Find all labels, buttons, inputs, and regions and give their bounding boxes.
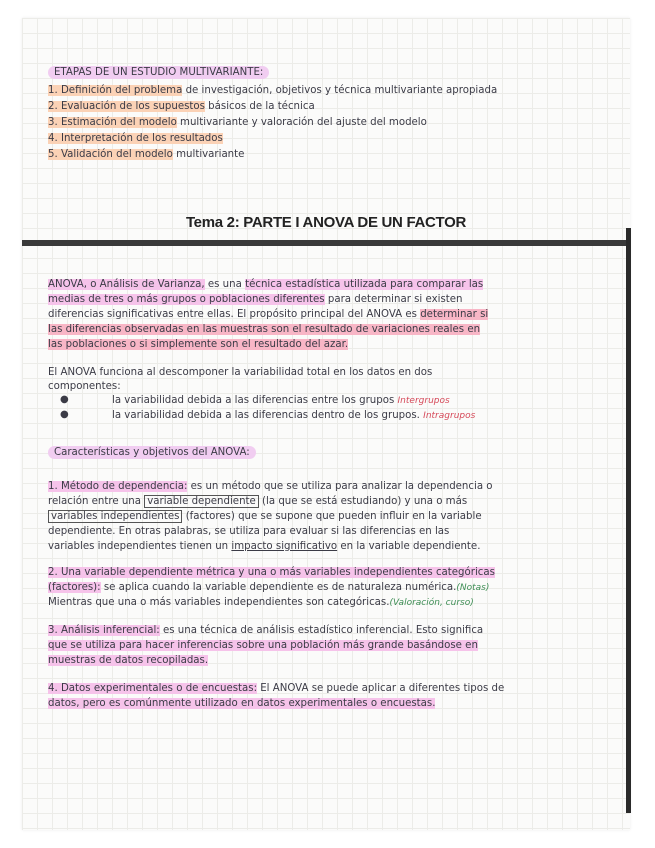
componentes-bullet-1: la variabilidad debida a las diferencias entre los grupos Intergrupos — [112, 395, 450, 406]
etapa-item-5: 5. Validación del modelo multivariante — [48, 149, 245, 160]
boxed-term: variables independientes — [48, 510, 182, 523]
etapa-item-4: 4. Interpretación de los resultados — [48, 133, 223, 144]
page-edge-shadow — [626, 228, 631, 813]
etapa-item-1: 1. Definición del problema de investigación, objetivos y técnica multivariante apropiada — [48, 85, 498, 96]
intro-line-2: medias de tres o más grupos o poblaciones diferentes para determinar si existen — [48, 294, 463, 305]
title-divider — [22, 240, 630, 246]
intro-line-3: diferencias significativas entre ellas. El propósito principal del ANOVA es determinar si — [48, 309, 489, 320]
p1-line-3: variables independientes (factores) que se supone que pueden influir en la variable — [48, 510, 482, 524]
p2-line-1: 2. Una variable dependiente métrica y una o más variables independientes categóricas — [48, 567, 495, 578]
bullet-icon: ● — [60, 394, 69, 405]
page-title: Tema 2: PARTE I ANOVA DE UN FACTOR — [185, 214, 467, 231]
caracteristicas-heading: Características y objetivos del ANOVA: — [48, 446, 256, 460]
intro-line-4: las diferencias observadas en las muestras son el resultado de variaciones reales en — [48, 324, 481, 335]
notes-page — [22, 18, 630, 830]
componentes-bullet-2: la variabilidad debida a las diferencias dentro de los grupos. Intragrupos — [112, 410, 476, 421]
intro-line-5: las poblaciones o si simplemente son el resultado del azar. — [48, 339, 349, 350]
p1-line-1: 1. Método de dependencia: es un método que se utiliza para analizar la dependencia o — [48, 481, 493, 492]
componentes-line-2: componentes: — [48, 381, 121, 392]
intergrupos-note: Intergrupos — [397, 396, 450, 406]
etapas-heading: ETAPAS DE UN ESTUDIO MULTIVARIANTE: — [48, 66, 269, 80]
p2-line-3: Mientras que una o más variables independientes son categóricas.(Valoración, curso) — [48, 597, 474, 608]
p3-line-1: 3. Análisis inferencial: es una técnica de análisis estadístico inferencial. Esto significa — [48, 625, 484, 636]
p2-line-2: (factores): se aplica cuando la variable dependiente es de naturaleza numérica.(Notas) — [48, 582, 490, 593]
p1-line-2: relación entre una variable dependiente (la que se está estudiando) y una o más — [48, 496, 468, 507]
etapa-item-3: 3. Estimación del modelo multivariante y valoración del ajuste del modelo — [48, 117, 427, 128]
componentes-line-1: El ANOVA funciona al descomponer la variabilidad total en los datos en dos — [48, 367, 433, 378]
p1-line-4: dependiente. En otras palabras, se utiliza para evaluar si las diferencias en las — [48, 526, 450, 537]
p3-line-3: muestras de datos recopiladas. — [48, 655, 209, 666]
etapa-item-2: 2. Evaluación de los supuestos básicos de la técnica — [48, 101, 315, 112]
bullet-icon: ● — [60, 409, 69, 420]
p4-line-1: 4. Datos experimentales o de encuestas: El ANOVA se puede aplicar a diferentes tipos de — [48, 683, 505, 694]
intro-line-1: ANOVA, o Análisis de Varianza, es una técnica estadística utilizada para comparar las — [48, 279, 484, 290]
boxed-term: variable dependiente — [144, 495, 259, 508]
p1-line-5: variables independientes tienen un impacto significativo en la variable dependiente. — [48, 541, 481, 552]
intragrupos-note: Intragrupos — [423, 411, 476, 421]
p4-line-2: datos, pero es comúnmente utilizado en datos experimentales o encuestas. — [48, 698, 436, 709]
p3-line-2: que se utiliza para hacer inferencias sobre una población más grande basándose en — [48, 640, 478, 651]
